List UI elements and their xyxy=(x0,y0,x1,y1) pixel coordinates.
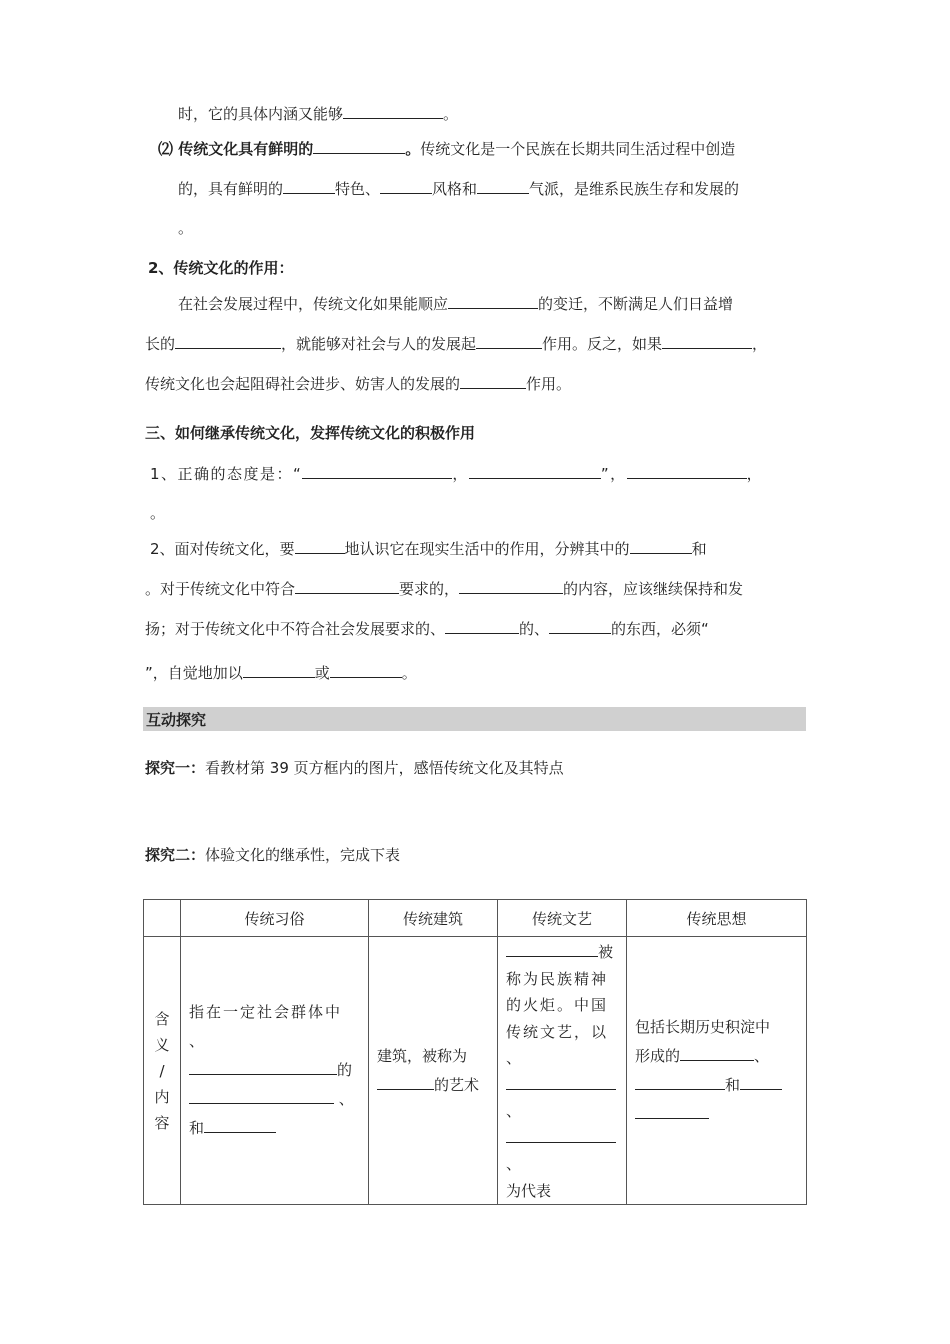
text: 、 xyxy=(189,1032,205,1050)
label: 探究二： xyxy=(145,846,206,864)
text: 和 xyxy=(691,540,707,558)
architecture-cell xyxy=(369,937,498,1205)
blank xyxy=(549,618,611,634)
text: 指在一定社会群体中 xyxy=(189,1003,343,1021)
blank xyxy=(295,538,345,554)
paragraph-line xyxy=(150,538,707,559)
text: 、 xyxy=(338,1090,354,1108)
blank xyxy=(448,293,538,309)
blank xyxy=(343,103,443,119)
blank xyxy=(630,538,692,554)
explore-one xyxy=(145,758,564,778)
text: 的、 xyxy=(519,620,550,638)
blank xyxy=(635,1074,725,1090)
text: 被 xyxy=(598,943,614,961)
text: 风格和 xyxy=(432,180,478,198)
text: 形成的 xyxy=(635,1046,681,1065)
table-header-row xyxy=(144,900,807,937)
blank xyxy=(283,178,335,194)
blank xyxy=(243,662,315,678)
blank xyxy=(477,178,529,194)
section-heading: 2、传统文化的作用： xyxy=(148,259,294,277)
text: 包括长期历史积淀中 xyxy=(635,1017,771,1036)
art-cell xyxy=(498,937,627,1205)
text: ⑵ xyxy=(158,140,174,158)
blank xyxy=(469,463,601,479)
custom-cell xyxy=(181,937,369,1205)
text: ， xyxy=(452,465,469,483)
text: 的东西，必须“ xyxy=(611,620,709,638)
text: 气派，是维系民族生存和发展的 xyxy=(529,180,740,198)
header-cell xyxy=(144,900,181,937)
text: 内 xyxy=(154,1087,170,1106)
text: 2、面对传统文化，要 xyxy=(150,540,295,558)
text: ，就能够对社会与人的发展起 xyxy=(281,335,477,353)
paragraph-line xyxy=(145,662,417,683)
inheritance-table xyxy=(143,899,807,1205)
text: 的艺术 xyxy=(434,1075,480,1094)
header-cell: 传统建筑 xyxy=(369,900,498,937)
text: 体验文化的继承性，完成下表 xyxy=(205,846,401,864)
blank xyxy=(189,1059,337,1075)
text: ”，自觉地加以 xyxy=(145,664,243,682)
text: ， xyxy=(746,465,764,483)
section-bar xyxy=(143,707,806,731)
text: 、 xyxy=(754,1046,770,1065)
text: ”， xyxy=(600,465,627,483)
blank xyxy=(313,138,405,154)
paragraph-line xyxy=(145,618,709,639)
text: 的 xyxy=(337,1061,353,1079)
text: 。 xyxy=(401,664,417,682)
header-cell: 传统习俗 xyxy=(181,900,369,937)
text: 为代表 xyxy=(506,1181,552,1200)
paragraph-line xyxy=(145,578,743,599)
blank xyxy=(189,1088,334,1104)
blank xyxy=(680,1045,754,1061)
text: 传统文化是一个民族在长期共同生活过程中创造 xyxy=(420,140,736,158)
blank xyxy=(459,578,563,594)
paragraph-line xyxy=(178,178,739,199)
text: 作用。反之，如果 xyxy=(542,335,663,353)
text: 扬；对于传统文化中不符合社会发展要求的、 xyxy=(145,620,446,638)
text: 。 xyxy=(150,504,166,522)
blank xyxy=(506,941,598,957)
text: 特色、 xyxy=(335,180,381,198)
text: 的，具有鲜明的 xyxy=(178,180,284,198)
blank xyxy=(445,618,519,634)
text: 长的 xyxy=(145,335,176,353)
text: 1、正确的态度是：“ xyxy=(150,465,303,483)
blank xyxy=(204,1117,276,1133)
text: 义 xyxy=(154,1035,170,1054)
text: 传统文化具有鲜明的 xyxy=(178,140,314,158)
paragraph-line xyxy=(150,463,763,484)
text: 容 xyxy=(154,1113,170,1132)
text: 。 xyxy=(178,219,194,237)
blank xyxy=(460,373,526,389)
blank xyxy=(330,662,402,678)
blank xyxy=(635,1103,709,1119)
text: 称为民族精神 xyxy=(506,969,609,988)
text: 作用。 xyxy=(526,375,572,393)
text: 要求的， xyxy=(399,580,460,598)
paragraph-line xyxy=(158,138,735,159)
paragraph-line xyxy=(178,103,458,124)
text: 看教材第 39 页方框内的图片，感悟传统文化及其特点 xyxy=(205,759,564,777)
row-label xyxy=(144,937,181,1205)
text: 。对于传统文化中符合 xyxy=(145,580,296,598)
blank xyxy=(506,1074,616,1090)
blank xyxy=(506,1127,616,1143)
blank xyxy=(175,333,281,349)
text: 的变迁，不断满足人们日益增 xyxy=(538,295,734,313)
blank xyxy=(740,1074,782,1090)
blank xyxy=(662,333,752,349)
paragraph-line xyxy=(145,373,571,394)
text: 和 xyxy=(189,1119,205,1137)
text: 的内容，应该继续保持和发 xyxy=(563,580,744,598)
text: / xyxy=(159,1061,165,1080)
paragraph-line xyxy=(145,333,767,354)
text: 。 xyxy=(405,140,421,158)
blank xyxy=(295,578,399,594)
text: 或 xyxy=(314,664,330,682)
label: 探究一： xyxy=(145,759,206,777)
paragraph-line xyxy=(178,293,733,314)
text: ， xyxy=(752,335,768,353)
thought-cell xyxy=(627,937,807,1205)
header-cell: 传统思想 xyxy=(627,900,807,937)
blank xyxy=(627,463,747,479)
text: 含 xyxy=(154,1009,170,1028)
text: 传统文化也会起阻碍社会进步、妨害人的发展的 xyxy=(145,375,461,393)
section-heading: 三、如何继承传统文化，发挥传统文化的积极作用 xyxy=(145,424,476,442)
blank xyxy=(377,1074,434,1090)
header-cell: 传统文艺 xyxy=(498,900,627,937)
text: 时，它的具体内涵又能够 xyxy=(178,105,344,123)
blank xyxy=(302,463,452,479)
text: 、 xyxy=(506,1049,522,1067)
table-row xyxy=(144,937,807,1205)
blank xyxy=(380,178,432,194)
blank xyxy=(476,333,542,349)
text: 地认识它在现实生活中的作用，分辨其中的 xyxy=(344,540,630,558)
text: 、 xyxy=(506,1155,522,1173)
text: 传统文艺，以 xyxy=(506,1022,609,1041)
section-title: 互动探究 xyxy=(146,711,207,729)
text: 的火炬。中国 xyxy=(506,996,609,1014)
text: 、 xyxy=(506,1102,522,1120)
text: 和 xyxy=(725,1075,741,1094)
text: 建筑，被称为 xyxy=(377,1046,468,1065)
text: 。 xyxy=(443,105,459,123)
text: 在社会发展过程中，传统文化如果能顺应 xyxy=(178,295,449,313)
explore-two xyxy=(145,845,400,865)
